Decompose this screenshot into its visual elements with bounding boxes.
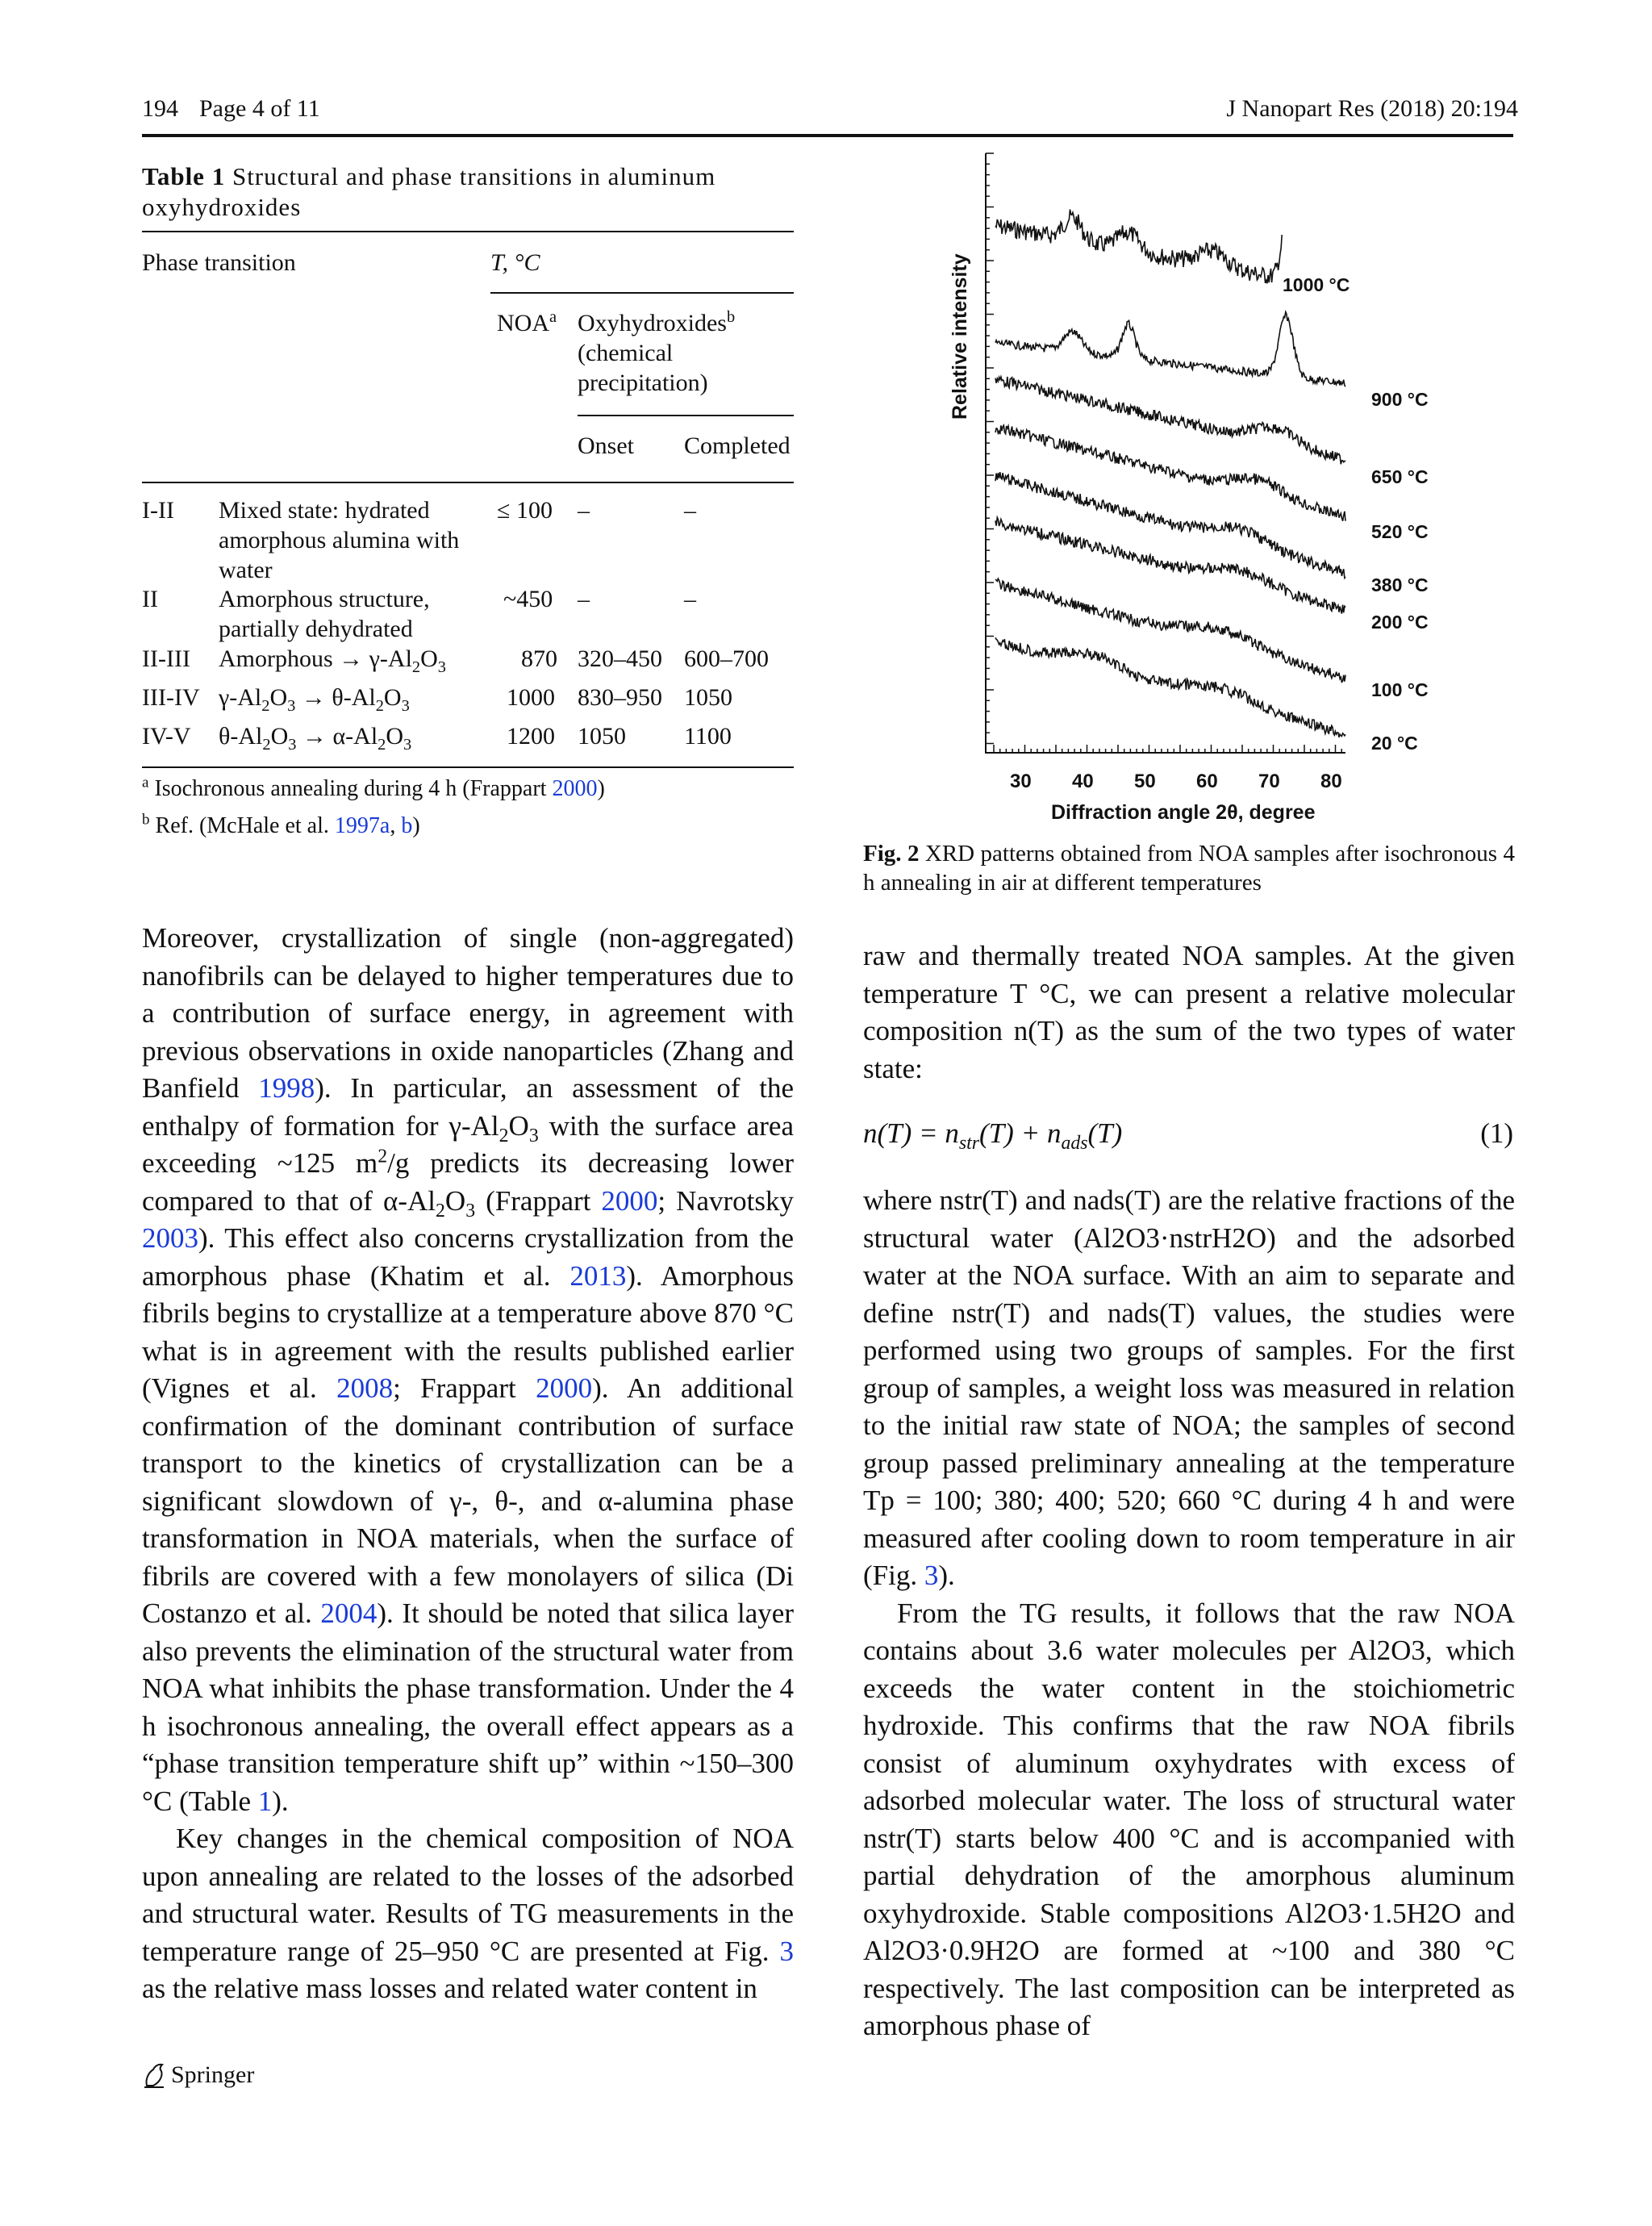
journal-citation: J Nanopart Res (2018) 20:194	[1226, 95, 1518, 122]
xrd-pattern-curve	[995, 637, 1345, 737]
xrd-pattern-curve	[995, 312, 1345, 387]
table-row-id: IV-V	[142, 723, 191, 750]
ref-link[interactable]: 2008	[336, 1372, 394, 1404]
figure-x-label: Diffraction angle 2θ, degree	[1051, 801, 1316, 824]
table-head-onset: Onset	[578, 432, 634, 459]
table-head-T: T, °C	[490, 249, 540, 276]
paragraph: where nstr(T) and nads(T) are the relative fractions of the structural water (Al2O3·nstrH2O) and the adsorbed water at the NOA surface. With an aim to separate and define nstr(T) and nads(T) values, the studies were performed using two groups of samples. For the first group of samples, a weight loss was measured in relation to the initial raw state of NOA; the samples of second group passed preliminary annealing at the temperature Tp = 100; 380; 400; 520; 660 °C during 4 h and were measured after cooling down to room temperature in air (Fig. 3).	[863, 1184, 1515, 1591]
xrd-pattern-curve	[995, 578, 1345, 682]
running-header-left	[142, 95, 320, 123]
table-head-completed: Completed	[684, 432, 791, 459]
table-head-noa: NOA$^a$	[497, 308, 557, 336]
equation-body: $n(T) = n_{str}(T) + n_{ads}(T)$	[863, 1117, 1123, 1154]
xrd-pattern-curve	[995, 210, 1282, 284]
table-row-desc: $\gamma-Al_2O_3 \to \theta-Al_2O_3$	[219, 684, 410, 715]
table-row-id: I-II	[142, 497, 174, 524]
x-tick-label: 50	[1134, 771, 1156, 792]
table-row-noa: ≤ 100	[497, 497, 553, 524]
springer-horse-icon	[142, 2061, 166, 2089]
x-tick-label: 80	[1320, 771, 1342, 792]
x-tick-label: 30	[1010, 771, 1032, 792]
table-row-onset: –	[578, 497, 590, 524]
table-oxy-rule	[578, 415, 794, 416]
table-row-desc: Amorphous structure, partially dehydrated	[219, 586, 430, 642]
table-row-completed: 1100	[684, 723, 732, 750]
table-label: Table 1	[142, 162, 226, 190]
left-column	[142, 920, 794, 2008]
temp-label: 1000 °C	[1283, 274, 1350, 295]
right-column-bottom	[863, 1182, 1515, 2045]
header-rule	[142, 134, 1513, 137]
figure-caption-text: XRD patterns obtained from NOA samples after isochronous 4 h annealing in air at different temperatures	[863, 841, 1516, 896]
figure-label: Fig. 2	[863, 841, 920, 867]
ref-link[interactable]: 2000	[601, 1184, 658, 1217]
temp-label: 900 °C	[1371, 389, 1429, 410]
ref-link[interactable]: 2003	[142, 1222, 198, 1254]
axes	[986, 153, 1345, 753]
table-row-noa: 870	[521, 645, 557, 672]
table-row-completed: –	[684, 497, 696, 524]
xrd-figure	[936, 149, 1387, 771]
table-row-id: III-IV	[142, 684, 200, 711]
publisher-name: Springer	[171, 2061, 255, 2088]
ref-link[interactable]: 1998	[258, 1072, 315, 1104]
page-of: Page 4 of 11	[199, 95, 320, 122]
xrd-pattern-curve	[995, 377, 1345, 464]
table-head-rule	[142, 482, 794, 483]
ref-link[interactable]: 3	[779, 1935, 794, 1967]
table-row-noa: 1000	[507, 684, 555, 711]
paragraph: From the TG results, it follows that the raw NOA contains about 3.6 water molecules per Al2O3, which exceeds the water content in the stoichiometric hydroxide. This confirms that the raw NOA fibrils consist of aluminum oxyhydrates with excess of adsorbed molecular water. The loss of structural water nstr(T) starts below 400 °C and is accompanied with partial dehydration of the amorphous aluminum oxyhydroxide. Stable compositions Al2O3·1.5H2O and Al2O3·0.9H2O are formed at ~100 and 380 °C respectively. The last composition can be interpreted as amorphous phase of	[863, 1597, 1515, 2041]
table-row-completed: 600–700	[684, 645, 769, 672]
x-tick-label: 60	[1196, 771, 1218, 792]
ref-link[interactable]: 3	[924, 1560, 939, 1591]
table-title: Structural and phase transitions in aluminum oxyhydroxides	[142, 162, 716, 221]
temp-label: 200 °C	[1371, 612, 1429, 633]
ref-link[interactable]: b	[401, 813, 413, 838]
table-row-desc: $\theta-Al_2O_3 \to \alpha-Al_2O_3$	[219, 723, 412, 754]
table-row-completed: –	[684, 586, 696, 612]
right-column-top	[863, 938, 1515, 1088]
table-row-noa: 1200	[507, 723, 555, 750]
temp-label: 650 °C	[1371, 466, 1429, 487]
ref-link[interactable]: 2000	[536, 1372, 593, 1404]
table-head-oxy: Oxyhydroxides$^b$	[578, 308, 736, 336]
x-tick-label: 70	[1258, 771, 1280, 792]
table-row-completed: 1050	[684, 684, 732, 711]
table-row-desc: Amorphous → $\gamma-Al_2O_3$	[219, 645, 446, 676]
ref-link[interactable]: 2000	[552, 776, 598, 801]
table-T-rule	[490, 292, 794, 294]
table-row-onset: 320–450	[578, 645, 662, 672]
table-top-rule	[142, 231, 794, 232]
table-row-id: II-III	[142, 645, 190, 672]
ref-link[interactable]: 1	[257, 1785, 273, 1817]
ref-link[interactable]: 2013	[569, 1259, 627, 1292]
table-footnote-a: $^a$ Isochronous annealing during 4 h (Frappart 2000)	[142, 774, 605, 801]
table-row-id: II	[142, 586, 158, 612]
table-row-noa: ~450	[503, 586, 553, 612]
table-row-onset: –	[578, 586, 590, 612]
temp-label: 20 °C	[1371, 733, 1418, 754]
ref-link[interactable]: 2004	[320, 1597, 378, 1629]
table-head-phase: Phase transition	[142, 249, 296, 276]
temp-label: 520 °C	[1371, 521, 1429, 542]
ref-link[interactable]: 1997a	[334, 813, 390, 838]
equation-1	[863, 1117, 1513, 1154]
temp-label: 380 °C	[1371, 574, 1429, 595]
table-footnote-b: $^b$ Ref. (McHale et al. 1997a, b)	[142, 811, 420, 838]
equation-number: (1)	[1480, 1117, 1513, 1149]
temp-label: 100 °C	[1371, 679, 1429, 700]
figure-caption	[863, 839, 1515, 897]
figure-y-label: Relative intensity	[949, 253, 971, 420]
table-caption	[142, 161, 794, 223]
publisher-footer	[142, 2061, 254, 2089]
page-number: 194	[142, 95, 178, 122]
table-row-desc: Mixed state: hydrated amorphous alumina with water	[219, 497, 460, 583]
x-tick-label: 40	[1072, 771, 1094, 792]
paragraph: raw and thermally treated NOA samples. At the given temperature T °C, we can present a relative molecular composition n(T) as the sum of the two types of water state:	[863, 940, 1515, 1084]
table-head-oxy-sub: (chemical precipitation)	[578, 340, 708, 396]
table-bottom-rule	[142, 766, 794, 768]
table-row-onset: 1050	[578, 723, 626, 750]
table-row-onset: 830–950	[578, 684, 662, 711]
paragraph: Key changes in the chemical composition of NOA upon annealing are related to the losses of the adsorbed and structural water. Results of TG measurements in the temperature range of 25–950 °C are presented at Fig. 3 as the relative mass losses and related water content in	[142, 1823, 794, 2004]
paragraph: Moreover, crystallization of single (non-aggregated) nanofibrils can be delayed to higher temperatures due to a contribution of surface energy, in agreement with previous observations in oxide nanoparticles (Zhang and Banfield 1998). In particular, an assessment of the enthalpy of formation for $\gamma-Al_2O_3$ with the surface area exceeding ~125 $m^2/g$ predicts its decreasing lower compared to that of $\alpha-Al_2O_3$ (Frappart 2000; Navrotsky 2003). This effect also concerns crystallization from the amorphous phase (Khatim et al. 2013). Amorphous fibrils begins to crystallize at a temperature above 870 °C what is in agreement with the results published earlier (Vignes et al. 2008; Frappart 2000). An additional confirmation of the dominant contribution of surface transport to the kinetics of crystallization can be a significant slowdown of γ-, θ-, and α-alumina phase transformation in NOA materials, when the surface of fibrils are covered with a few monolayers of silica (Di Costanzo et al. 2004). It should be noted that silica layer also prevents the elimination of the structural water from NOA what inhibits the phase transformation. Under the 4 h isochronous annealing, the overall effect appears as a “phase transition temperature shift up” within ~150–300 °C (Table 1).	[142, 922, 795, 1817]
